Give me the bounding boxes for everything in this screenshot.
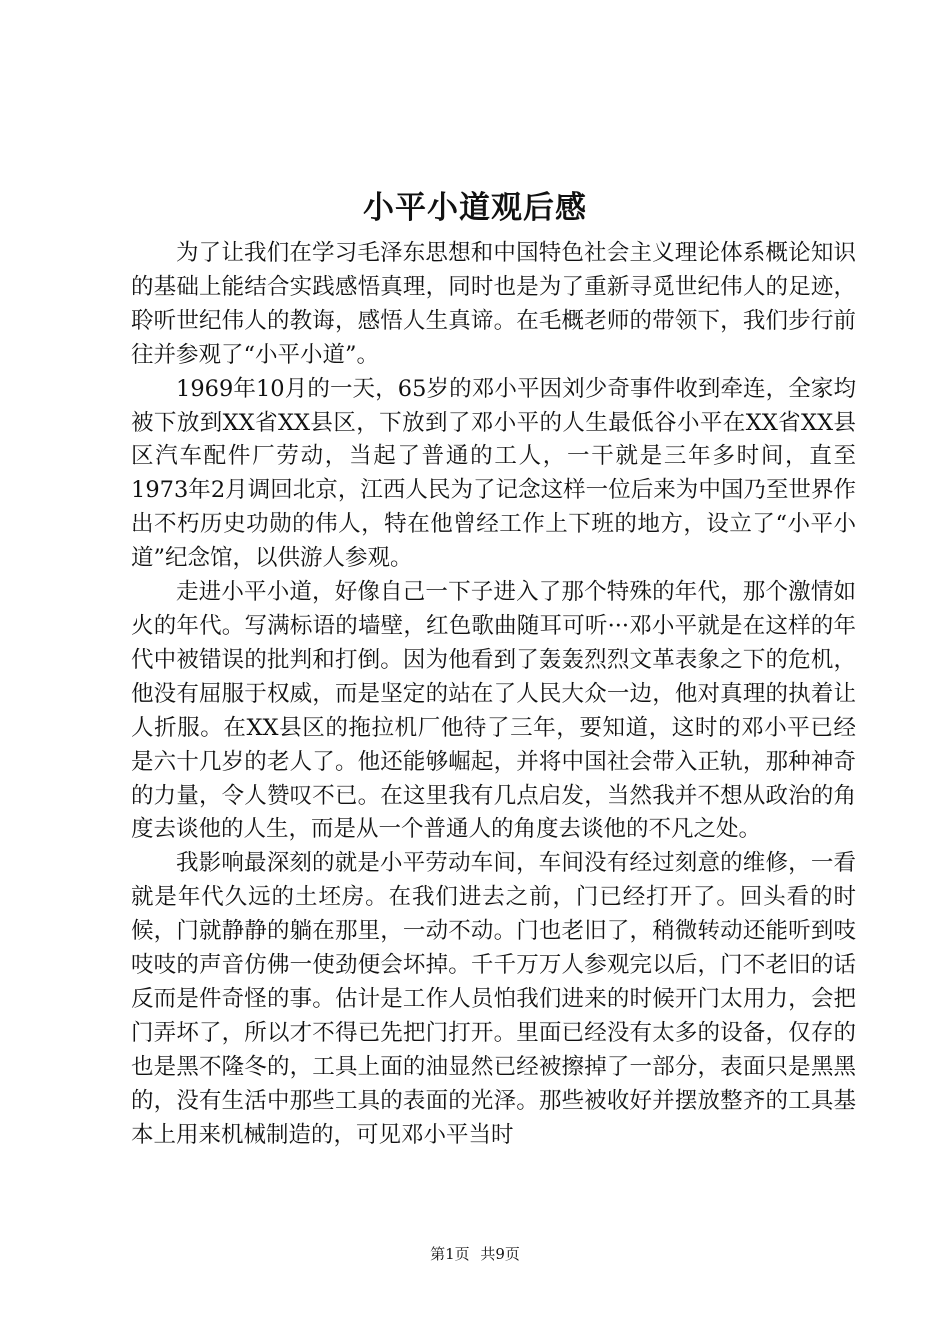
paragraph-4: 我影响最深刻的就是小平劳动车间，车间没有经过刻意的维修，一看就是年代久远的土坯房。在我们进去之前，门已经打开了。回头看的时候，门就静静的躺在那里，一动不动。门也老旧了，稍微转动还能听到吱吱吱的声音仿佛一使劲便会坏掉。千千万万人参观完以后，门不老旧的话反而是件奇怪的事。估计是工作人员怕我们进来的时候开门太用力，会把门弄坏了，所以才不得已先把门打开。里面已经没有太多的设备，仅存的也是黑不隆冬的，工具上面的油显然已经被擦掉了一部分，表面只是黑黑的，没有生活中那些工具的表面的光泽。那些被收好并摆放整齐的工具基本上用来机械制造的，可见邓小平当时 bbox=[131, 850, 856, 1148]
paragraph-2: 1969年10月的一天，65岁的邓小平因刘少奇事件收到牵连，全家均被下放到XX省XX县区，下放到了邓小平的人生最低谷小平在XX省XX县区汽车配件厂劳动，当起了普通的工人，一干就是三年多时间，直至1973年2月调回北京，江西人民为了记念这样一位后来为中国乃至世界作出不朽历史功勋的伟人，特在他曾经工作上下班的地方，设立了“小平小道”纪念馆，以供游人参观。 bbox=[131, 375, 856, 572]
document-body bbox=[131, 237, 856, 1152]
page-number: 第1页 共9页 bbox=[430, 1245, 520, 1263]
document-title: 小平小道观后感 bbox=[363, 190, 587, 226]
paragraph-1: 为了让我们在学习毛泽东思想和中国特色社会主义理论体系概论知识的基础上能结合实践感悟真理，同时也是为了重新寻觅世纪伟人的足迹，聆听世纪伟人的教诲，感悟人生真谛。在毛概老师的带领下，我们步行前往并参观了“小平小道”。 bbox=[131, 240, 856, 368]
paragraph-3: 走进小平小道，好像自己一下子进入了那个特殊的年代，那个激情如火的年代。写满标语的墙壁，红色歌曲随耳可听···邓小平就是在这样的年代中被错误的批判和打倒。因为他看到了轰轰烈烈文革表象之下的危机，他没有屈服于权威，而是坚定的站在了人民大众一边，他对真理的执着让人折服。在XX县区的拖拉机厂他待了三年，要知道，这时的邓小平已经是六十几岁的老人了。他还能够崛起，并将中国社会带入正轨，那种神奇的力量，令人赞叹不已。在这里我有几点启发，当然我并不想从政治的角度去谈他的人生，而是从一个普通人的角度去谈他的不凡之处。 bbox=[131, 579, 856, 843]
